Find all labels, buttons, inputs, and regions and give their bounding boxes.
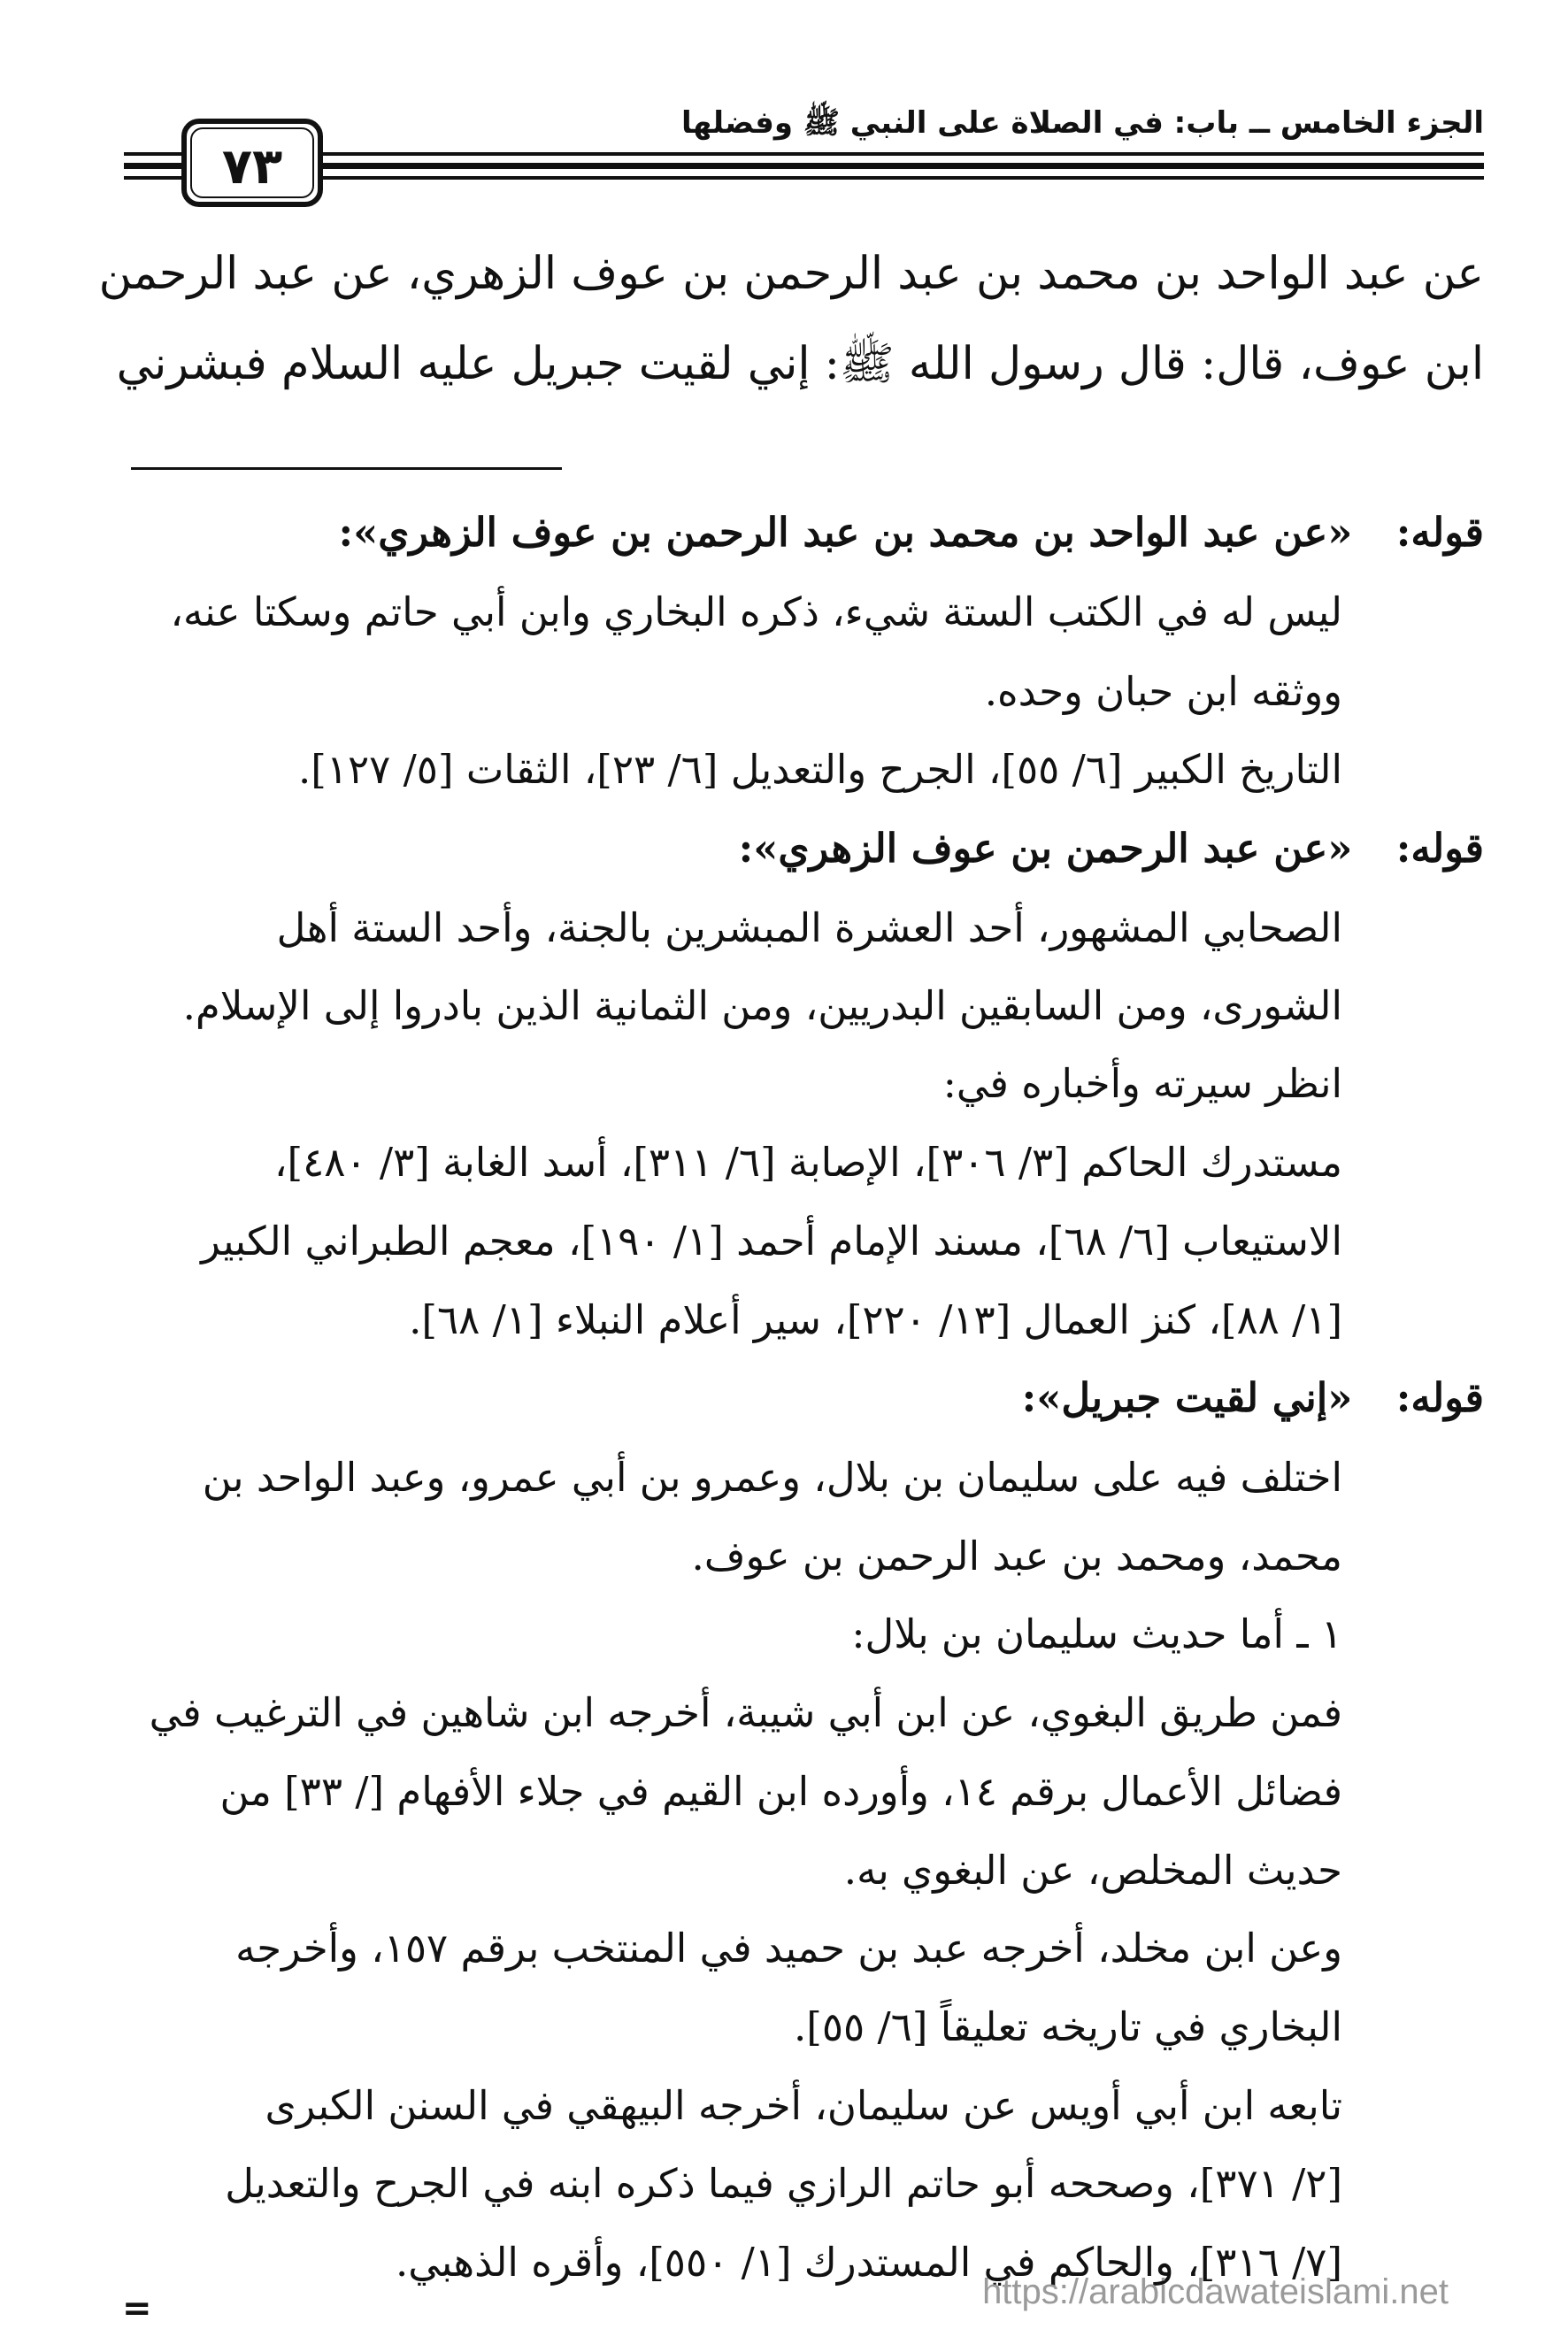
note-line: محمد، ومحمد بن عبد الرحمن بن عوف.: [691, 1533, 1342, 1580]
note-line: [٧/ ٣١٦]، والحاكم في المستدرك [١/ ٥٥٠]، وأقره الذهبي.: [395, 2239, 1342, 2286]
note-line: تابعه ابن أبي أويس عن سليمان، أخرجه البيهقي في السنن الكبرى: [265, 2082, 1342, 2129]
note-line: اختلف فيه على سليمان بن بلال، وعمرو بن أبي عمرو، وعبد الواحد بن: [202, 1454, 1342, 1501]
note-line: الشورى، ومن السابقين البدريين، ومن الثمانية الذين بادروا إلى الإسلام.: [182, 982, 1342, 1029]
note-heading: [739, 825, 1484, 872]
page-number-frame: [181, 119, 323, 207]
note-label: قوله:: [1395, 825, 1484, 872]
note-heading: [338, 509, 1484, 556]
note-line: فمن طريق البغوي، عن ابن أبي شيبة، أخرجه ابن شاهين في الترغيب في: [149, 1689, 1342, 1736]
watermark-url: https://arabicdawateislami.net: [982, 2272, 1449, 2311]
note-heading: [1022, 1374, 1484, 1421]
note-line: [١/ ٨٨]، كنز العمال [١٣/ ٢٢٠]، سير أعلام النبلاء [١/ ٦٨].: [409, 1296, 1342, 1343]
header-rule: [124, 163, 1484, 169]
continuation-mark: =: [122, 2288, 152, 2329]
note-line: ١ ـ أما حديث سليمان بن بلال:: [851, 1610, 1342, 1657]
note-heading-text: «إني لقيت جبريل»:: [1021, 1374, 1353, 1421]
note-line: الاستيعاب [٦/ ٦٨]، مسند الإمام أحمد [١/ ١٩٠]، معجم الطبراني الكبير: [201, 1218, 1342, 1264]
note-line: ووثقه ابن حبان وحده.: [984, 668, 1342, 715]
note-line: حديث المخلص، عن البغوي به.: [843, 1847, 1342, 1894]
note-line: ليس له في الكتب الستة شيء، ذكره البخاري وابن أبي حاتم وسكتا عنه،: [170, 588, 1342, 635]
note-label: قوله:: [1395, 509, 1484, 556]
header-rule: [124, 176, 1484, 180]
footnote-separator: [131, 467, 562, 470]
note-line: انظر سيرته وأخباره في:: [942, 1060, 1342, 1107]
note-line: الصحابي المشهور، أحد العشرة المبشرين بالجنة، وأحد الستة أهل: [276, 904, 1342, 951]
note-line: مستدرك الحاكم [٣/ ٣٠٦]، الإصابة [٦/ ٣١١]، أسد الغابة [٣/ ٤٨٠]،: [274, 1139, 1342, 1186]
page-number: ٧٣: [221, 138, 283, 196]
hadith-line: ابن عوف، قال: قال رسول الله ﷺ: إني لقيت جبريل عليه السلام فبشرني: [116, 338, 1484, 390]
hadith-line: عن عبد الواحد بن محمد بن عبد الرحمن بن عوف الزهري، عن عبد الرحمن: [98, 248, 1484, 300]
note-line: وعن ابن مخلد، أخرجه عبد بن حميد في المنتخب برقم ١٥٧، وأخرجه: [235, 1925, 1342, 1972]
note-line: التاريخ الكبير [٦/ ٥٥]، الجرح والتعديل [٦/ ٢٣]، الثقات [٥/ ١٢٧].: [297, 746, 1342, 793]
note-line: البخاري في تاريخه تعليقاً [٦/ ٥٥].: [793, 2003, 1342, 2050]
note-heading-text: «عن عبد الواحد بن محمد بن عبد الرحمن بن عوف الزهري»:: [338, 509, 1353, 556]
note-heading-text: «عن عبد الرحمن بن عوف الزهري»:: [738, 825, 1353, 872]
note-line: فضائل الأعمال برقم ١٤، وأورده ابن القيم في جلاء الأفهام [/ ٣٣] من: [219, 1768, 1342, 1815]
note-label: قوله:: [1395, 1374, 1484, 1421]
header-rule: [124, 152, 1484, 156]
running-title: الجزء الخامس ــ باب: في الصلاة على النبي ﷺ وفضلها: [681, 105, 1484, 141]
note-line: [٢/ ٣٧١]، وصححه أبو حاتم الرازي فيما ذكره ابنه في الجرح والتعديل: [225, 2160, 1342, 2207]
